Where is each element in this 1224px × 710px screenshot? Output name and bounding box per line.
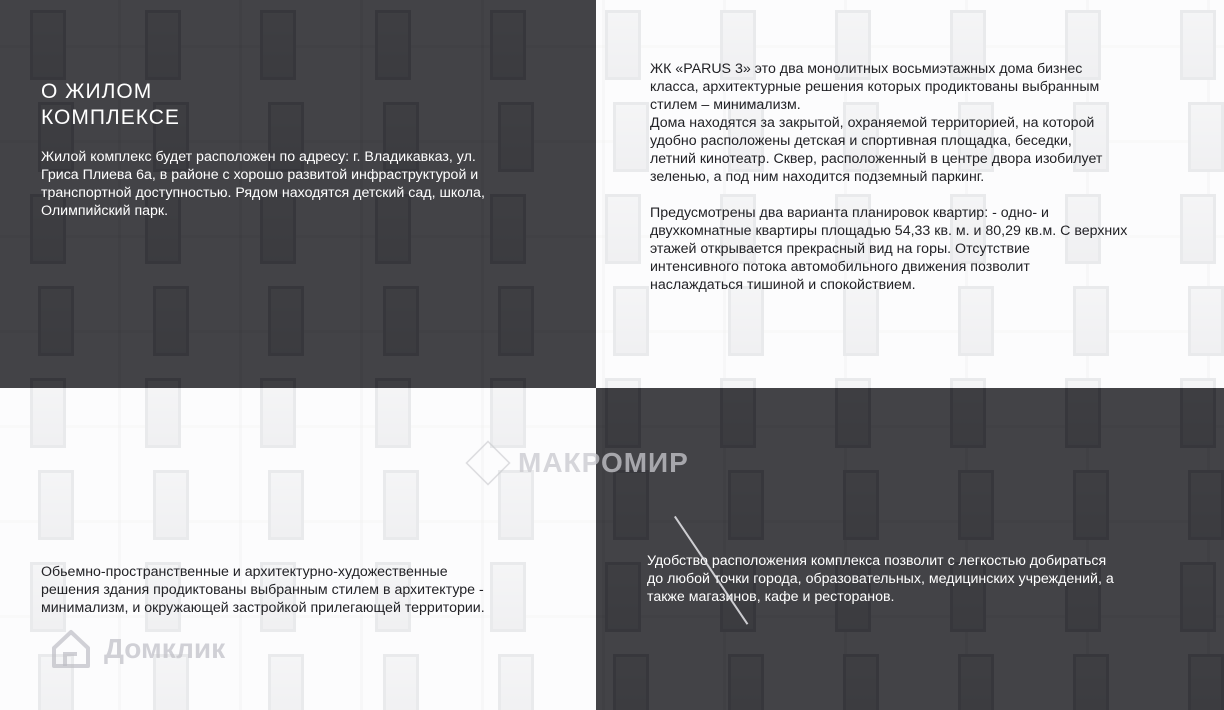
complex-details-panel bbox=[596, 0, 1224, 388]
makromir-watermark-text: МАКРОМИР bbox=[518, 447, 689, 478]
house-logo-icon bbox=[48, 626, 94, 672]
domclick-watermark bbox=[48, 626, 225, 672]
location-description: Жилой комплекс будет расположен по адресу: г. Владикавказ, ул. Гриса Плиева 6а, в районе с хорошо развитой инфраструктурой и транспортной доступностью. Рядом находятся детский сад, школа, Олимпийский парк. bbox=[41, 149, 485, 219]
domclick-watermark-text: Домклик bbox=[104, 633, 226, 664]
convenience-panel bbox=[596, 388, 1224, 710]
makromir-watermark bbox=[468, 443, 689, 483]
architecture-text: Обьемно-пространственные и архитектурно-художественные решения здания продиктованы выбранным стилем в архитектуре - минимализм, и окружающей застройкой прилегающей территории. bbox=[41, 564, 485, 616]
convenience-text: Удобство расположения комплекса позволит с легкостью добираться до любой точки города, образовательных, медицинских учреждений, а также магазинов, кафе и ресторанов. bbox=[647, 553, 1114, 605]
about-complex-panel bbox=[0, 0, 596, 388]
cube-logo-icon bbox=[465, 440, 510, 485]
complex-details-text: ЖК «PARUS 3» это два монолитных восьмиэтажных дома бизнес класса, архитектурные решения которых продиктованы выбранным стилем – минимализм. Дома находятся за закрытой, охраняемой территорией, на которой удобно расположены детская и спортивная площадка, беседки, летний кинотеатр. Сквер, расположенный в центре двора изобилует зеленью, а под ним находится подземный паркинг. Предусмотрены два варианта планировок квартир: - одно- и двухкомнатные квартиры площадью 54,33 кв. м. и 80,29 кв.м. С верхних этажей открывается прекрасный вид на горы. Отсутствие интенсивного потока автомобильного движения позволит наслаждаться тишиной и спокойствием. bbox=[650, 61, 1128, 293]
section-title: О ЖИЛОМ КОМПЛЕКСЕ bbox=[41, 80, 180, 129]
